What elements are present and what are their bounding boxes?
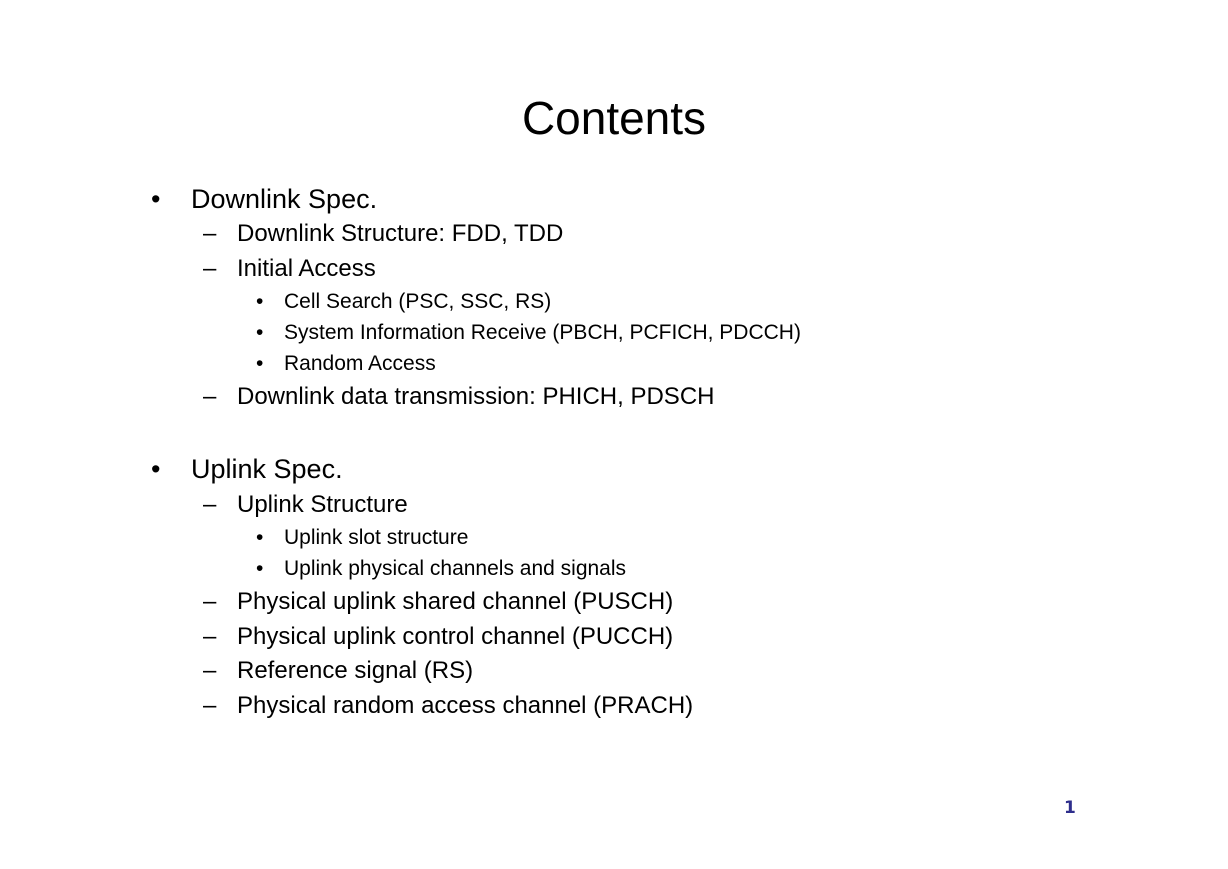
slide-title: Contents: [521, 92, 707, 144]
page-number: 1: [1064, 798, 1076, 818]
section-heading-downlink: Downlink Spec.: [191, 184, 378, 214]
sub-list-item: Uplink slot structure: [284, 526, 469, 549]
list-item: Downlink data transmission: PHICH, PDSCH: [237, 383, 715, 410]
list-item: Initial Access: [237, 255, 376, 282]
dash-marker: –: [203, 255, 217, 282]
bullet-marker: •: [151, 184, 161, 214]
dash-marker: –: [203, 657, 217, 684]
dash-marker: –: [203, 220, 217, 247]
sub-bullet-marker: •: [256, 290, 264, 313]
sub-bullet-marker: •: [256, 557, 264, 580]
dash-marker: –: [203, 383, 217, 410]
dash-marker: –: [203, 491, 217, 518]
list-item: Downlink Structure: FDD, TDD: [237, 220, 564, 247]
sub-list-item: System Information Receive (PBCH, PCFICH, PDCCH): [284, 321, 801, 344]
dash-marker: –: [203, 692, 217, 719]
list-item: Physical uplink control channel (PUCCH): [237, 623, 674, 650]
dash-marker: –: [203, 588, 217, 615]
dash-marker: –: [203, 623, 217, 650]
sub-bullet-marker: •: [256, 321, 264, 344]
section-heading-uplink: Uplink Spec.: [191, 454, 343, 484]
sub-list-item: Random Access: [284, 352, 436, 375]
sub-list-item: Uplink physical channels and signals: [284, 557, 627, 580]
bullet-marker: •: [151, 454, 161, 484]
sub-bullet-marker: •: [256, 526, 264, 549]
list-item: Physical uplink shared channel (PUSCH): [237, 588, 674, 615]
list-item: Reference signal (RS): [237, 657, 474, 684]
list-item: Physical random access channel (PRACH): [237, 692, 694, 719]
sub-list-item: Cell Search (PSC, SSC, RS): [284, 290, 552, 313]
list-item: Uplink Structure: [237, 491, 408, 518]
sub-bullet-marker: •: [256, 352, 264, 375]
